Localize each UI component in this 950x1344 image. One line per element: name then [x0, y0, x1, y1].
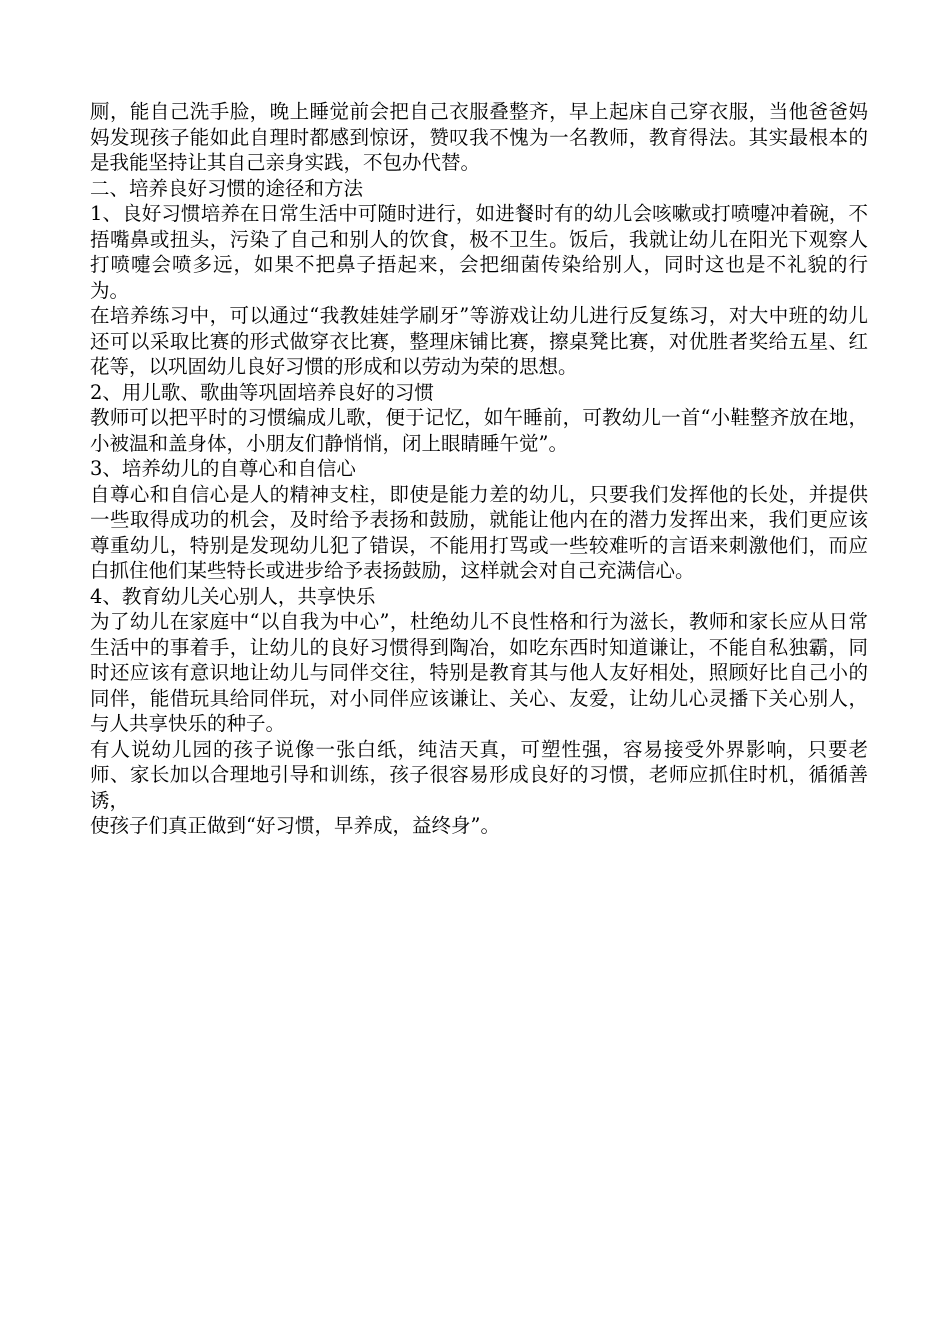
subheading-paragraph-1: 1、良好习惯培养在日常生活中可随时进行，如进餐时有的幼儿会咳嗽或打喷嚏冲着碗，不捂嘴鼻或扭头，污染了自己和别人的饮食，极不卫生。饭后，我就让幼儿在阳光下观察人打喷嚏会喷多远，如果不把鼻子捂起来，会把细菌传染给别人，同时这也是不礼貌的行为。	[90, 202, 868, 302]
paragraph-blank-paper: 有人说幼儿园的孩子说像一张白纸，纯洁天真，可塑性强，容易接受外界影响，只要老师、家长加以合理地引导和训练，孩子很容易形成良好的习惯，老师应抓住时机，循循善诱，	[90, 737, 868, 812]
section-heading: 二、培养良好习惯的途径和方法	[90, 176, 364, 200]
subheading-3: 3、培养幼儿的自尊心和自信心	[90, 457, 356, 480]
subheading-2: 2、用儿歌、歌曲等巩固培养良好的习惯	[90, 380, 434, 404]
subheading-4: 4、教育幼儿关心别人，共享快乐	[90, 584, 376, 608]
document-body	[90, 99, 868, 839]
paragraph-caring-sharing: 为了幼儿在家庭中“以自我为中心”，杜绝幼儿不良性格和行为滋长，教师和家长应从日常生活中的事着手，让幼儿的良好习惯得到陶冶，如吃东西时知道谦让，不能自私独霸，同时还应该有意识地让幼儿与同伴交往，特别是教育其与他人友好相处，照顾好比自己小的同伴，能借玩具给同伴玩，对小同伴应该谦让、关心、友爱，让幼儿心灵播下关心别人，与人共享快乐的种子。	[90, 610, 868, 735]
paragraph-self-esteem: 自尊心和自信心是人的精神支柱，即使是能力差的幼儿，只要我们发挥他的长处，并提供一些取得成功的机会，及时给予表扬和鼓励，就能让他内在的潜力发挥出来，我们更应该尊重幼儿，特别是发现幼儿犯了错误，不能用打骂或一些较难听的言语来刺激他们，而应白抓住他们某些特长或进步给予表扬鼓励，这样就会对自己充满信心。	[90, 482, 868, 582]
paragraph-nursery-rhyme: 教师可以把平时的习惯编成儿歌，便于记忆，如午睡前，可教幼儿一首“小鞋整齐放在地，小被温和盖身体，小朋友们静悄悄，闭上眼睛睡午觉”。	[90, 406, 868, 455]
paragraph-conclusion: 使孩子们真正做到“好习惯，早养成，益终身”。	[90, 814, 500, 837]
paragraph-practice-training: 在培养练习中，可以通过“我教娃娃学刷牙”等游戏让幼儿进行反复练习，对大中班的幼儿还可以采取比赛的形式做穿衣比赛，整理床铺比赛，擦桌凳比赛，对优胜者奖给五星、红花等，以巩固幼儿良好习惯的形成和以劳动为荣的思想。	[90, 304, 868, 378]
paragraph-continuation: 厕，能自己洗手脸，晚上睡觉前会把自己衣服叠整齐，早上起床自己穿衣服，当他爸爸妈妈发现孩子能如此自理时都感到惊讶，赞叹我不愧为一名教师，教育得法。其实最根本的是我能坚持让其自己亲身实践，不包办代替。	[90, 100, 868, 174]
